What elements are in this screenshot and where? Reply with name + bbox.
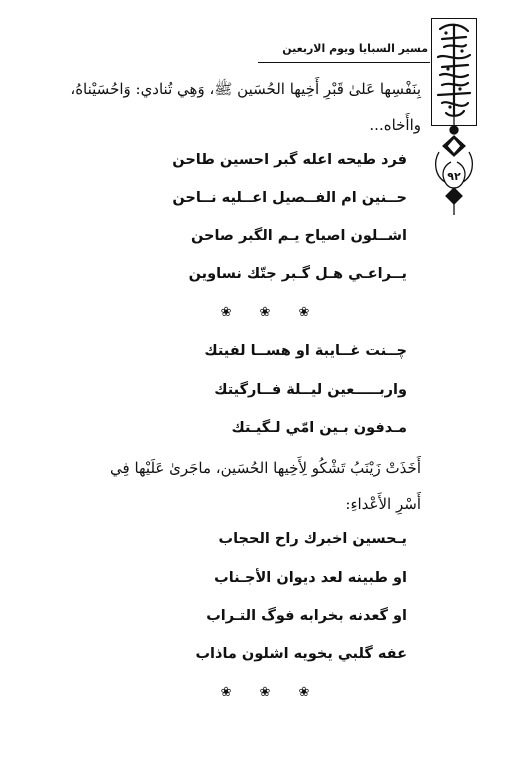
calligraphy-logo-icon xyxy=(432,19,476,125)
flower-icon: ❀ xyxy=(220,305,232,320)
poem2-line-1: چــنت غــايبة او هســا لفيتك xyxy=(204,343,407,359)
poem2-line-2: واربـــــعين ليــلة فــارگيتك xyxy=(214,382,407,398)
flower-icon: ❀ xyxy=(298,685,310,700)
running-header-title: مسير السبايا ويوم الاربعين xyxy=(282,42,428,55)
poem3-line-3: او گعدنه بخرابه فوگ التـراب xyxy=(206,608,407,624)
poem1-line-1: فرد طيحه اعله گبر احسين طاحن xyxy=(172,152,407,168)
poem3-line-4: عفه گلبي يخويه اشلون ماذاب xyxy=(195,646,407,662)
verse-separator xyxy=(150,305,380,320)
ornament-icon xyxy=(431,112,477,217)
poem3-line-2: او طبينه لعد ديوان الأجـناب xyxy=(214,570,407,586)
poem1-line-3: اشــلون اصياح يـم الگبر صاحن xyxy=(190,228,407,244)
poem1-line-2: حــنين ام الفــصيل اعــليه نــاحن xyxy=(172,190,407,206)
flower-icon: ❀ xyxy=(298,305,310,320)
verse-separator xyxy=(150,685,380,700)
flower-icon: ❀ xyxy=(259,685,271,700)
flower-icon: ❀ xyxy=(259,305,271,320)
section2-line-2: أَسْرِ الأَعْداءِ: xyxy=(345,495,421,513)
intro-line-2: واأَخاه... xyxy=(369,116,421,134)
flower-icon: ❀ xyxy=(220,685,232,700)
section2-line-1: أَخَذَتْ زَيْنَبُ تَشْكُو لِأَخِيها الحُسَين، ماجَرىٰ عَلَيْها فِي xyxy=(110,459,421,477)
header-rule xyxy=(258,62,430,63)
poem2-line-3: مـدفون بـين امّي لـگيـتك xyxy=(231,420,407,436)
page-number: ٩٢ xyxy=(447,170,461,183)
poem1-line-4: يــراعـي هـل گـبر جتّك نساوين xyxy=(188,266,407,282)
poem3-line-1: يـحسين اخبرك راح الحجاب xyxy=(218,531,407,547)
intro-line-1: بِنَفْسِها عَلىٰ قَبْرِ أَخِيها الحُسَين ﷺ، وَهِي تُنادي: وَاحُسَيْناهُ، xyxy=(70,80,421,98)
calligraphy-logo xyxy=(431,18,477,126)
